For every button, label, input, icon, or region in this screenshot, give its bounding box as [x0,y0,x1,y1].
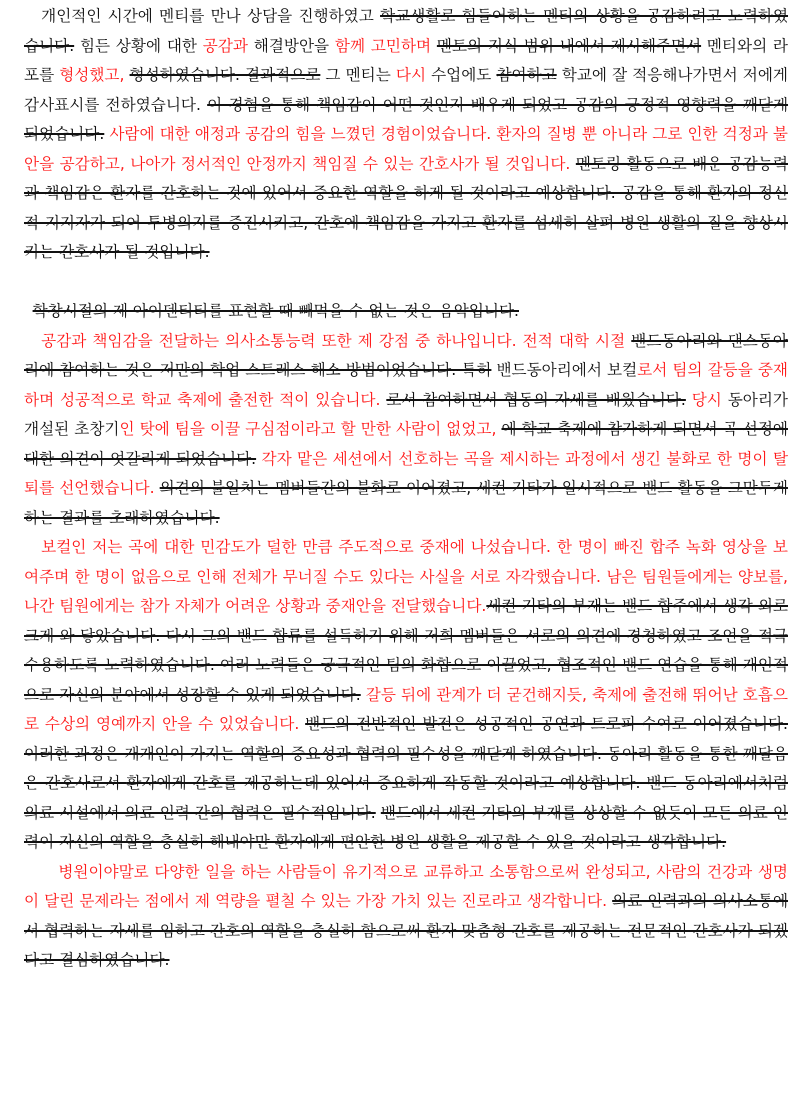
paragraph-5 [24,533,788,858]
text-segment: 해결방안을 [247,36,335,55]
text-segment: 수업에도 [426,66,497,84]
struck-text-segment: 멘토의 지식 범위 내에서 제시해주면서 [436,36,702,55]
highlighted-text-segment: 함께 고민하며 [334,36,432,55]
struck-text-segment: 로서 참여하면서 협동의 자세를 배웠습니다. [386,390,686,409]
text-segment: 멘티와의 라포를 [24,36,788,84]
highlighted-text-segment: 병원이야말로 다양한 일을 하는 사람들이 유기적으로 교류하고 소통함으로써 완성되고, 사람의 건강과 생명이 달린 문제라는 점에서 제 역량을 펼칠 수 있는 가장 가치 있는 진로라고 생각합니다. [24,862,788,910]
struck-text-segment: 에 학교 축제에 참가하게 되면서 곡 선정에 대한 의견이 엇갈리게 되었습니다. [24,420,788,468]
text-segment: 그 멘티는 [320,66,396,84]
struck-text-segment: 의견의 불일치는 멤버들간의 불화로 이어졌고, 세컨 기타가 일시적으로 밴드 활동을 그만두게 하는 결과를 초래하였습니다. [24,479,788,527]
highlighted-text-segment: 보컬인 저는 곡에 대한 민감도가 덜한 만큼 주도적으로 중재에 나섰습니다. 한 명이 빠진 합주 녹화 영상을 보여주며 한 명이 없음으로 인해 전체가 무너질 수도 있다는 사실을 서로 자각했습니다. 남은 팀원들에게는 양보를, 나간 팀원에게는 참가 자체가 어려운 상황과 중재안을 전달했습니다. [24,538,788,615]
highlighted-text-segment: 당시 [691,390,722,409]
highlighted-text-segment: 형성했고, [59,66,125,84]
text-segment: 동아리가 개설된 초창기 [24,390,788,438]
struck-text-segment: 밴드동아리와 댄스동아리에 참여하는 것은 저만의 학업 스트레스 해소 방법이었습니다. 특히 [24,331,789,379]
highlighted-text-segment: 다시 [395,66,427,84]
highlighted-text-segment: 공감과 책임감을 전달하는 의사소통능력 또한 제 강점 중 하나입니다. 전적 대학 시절 [41,331,632,350]
text-segment: 힘든 상황에 대한 [74,36,203,55]
highlighted-text-segment: 인 탓에 팀을 이끌 구심점이라고 할 만한 사람이 없었고, [119,420,497,438]
struck-text-segment: 의료 인력과의 의사소통에서 협력하는 자세를 임하고 간호의 역할을 충실히 함으로써 환자 맞춤형 간호를 제공하는 전문적인 간호사가 되겠다고 결심하였습니다. [24,892,789,969]
struck-text-segment: 멘토링 활동으로 배운 공감능력과 책임감은 환자를 간호하는 것에 있어서 중요한 역할을 하게 될 것이라고 예상합니다. 공감을 통해 환자의 정신적 지지자가 되어 투병의지를 증진시키고, 간호에 책임감을 가지고 환자를 섬세히 살펴 병원 생활의 질을 향상시키는 간호사가 될 것입니다. [24,154,788,261]
highlighted-text-segment: 사람에 대한 애정과 공감의 힘을 느꼈던 경험이었습니다. 환자의 질병 뿐 아니라 그로 인한 걱정과 불안을 공감하고, 나아가 정서적인 안정까지 책임질 수 있는 간호사가 될 것입니다. [24,125,788,173]
struck-text-segment: 학교생활로 힘들어하는 멘티의 상황을 공감하려고 노력하였습니다. [24,7,789,55]
highlighted-text-segment: 각자 맡은 세션에서 선호하는 곡을 제시하는 과정에서 생긴 불화로 한 명이 탈퇴를 선언했습니다. [24,449,789,497]
struck-text-segment: 밴드의 전반적인 발전은 성공적인 공연과 트로피 수여로 이어졌습니다. 이러한 과정은 개개인이 가지는 역할의 중요성과 협력의 필수성을 깨닫게 하였습니다. 동아리 활동을 통한 깨달음은 간호사로서 [24,715,788,792]
paragraph-1 [24,2,788,268]
struck-text-segment: 이 경험을 통해 책임감이 어떤 것인지 배우게 되었고 공감의 긍정적 영향력을 깨닫게 되었습니다. [24,95,789,143]
struck-text-segment: 학창시절의 제 아이덴티티를 표현할 때 빼먹을 수 없는 것은 음악입니다. [32,302,519,320]
struck-text-segment: 세컨 기타의 부재는 밴드 합주에서 생각 외로 크게 와 닿았습니다. 다시 그의 밴드 합류를 설득하기 위해 저희 멤버들은 서로의 의견에 경청하였고 조언을 적극 수용하도록 노력하였습니다. 여러 노력들은 궁극적인 팀의 화합으로 이끌었고, 협조적인 밴드 연습을 통해 개인적으로 자신의 분야에서 성장할 수 있게 되었습니다. [24,597,789,704]
text-segment: 개인적인 시간에 멘티를 만나 상담을 진행하였고 [41,7,381,25]
struck-text-segment: 환자에게 간호를 제공하는데 있어서 중요하게 작동할 것이라고 예상합니다. 밴드 동아리에서처럼 의료 시설에서 의료 인력 간의 협력은 필수적입니다. [24,774,788,822]
paragraph-3 [24,297,788,327]
text-segment: 학교에 잘 적응해나가면서 저에게 감사표시를 전하였습니다. [24,66,788,114]
paragraph-4 [24,327,788,534]
struck-text-segment: 형성하였습니다. 결과적으로 [129,66,321,84]
highlighted-text-segment: 공감과 [202,36,248,55]
highlighted-text-segment: 로서 팀의 갈등을 중재하며 성공적으로 학교 축제에 출전한 적이 있습니다. [24,361,788,409]
text-segment: 밴드동아리에서 보컬 [491,361,638,379]
struck-text-segment: 참여하고 [496,66,557,84]
blank-line [24,268,788,298]
struck-text-segment: 밴드에서 세컨 기타의 부재를 상상할 수 없듯이 모든 의료 인력이 자신의 역할을 충실히 해내야만 환자에게 편안한 병원 생활을 제공할 수 있을 것이라고 생각합니다. [24,803,788,851]
highlighted-text-segment: 갈등 뒤에 관계가 더 굳건해지듯, 축제에 출전해 뛰어난 호흡으로 수상의 영예까지 안을 수 있었습니다. [24,685,788,733]
paragraph-6 [24,858,788,976]
